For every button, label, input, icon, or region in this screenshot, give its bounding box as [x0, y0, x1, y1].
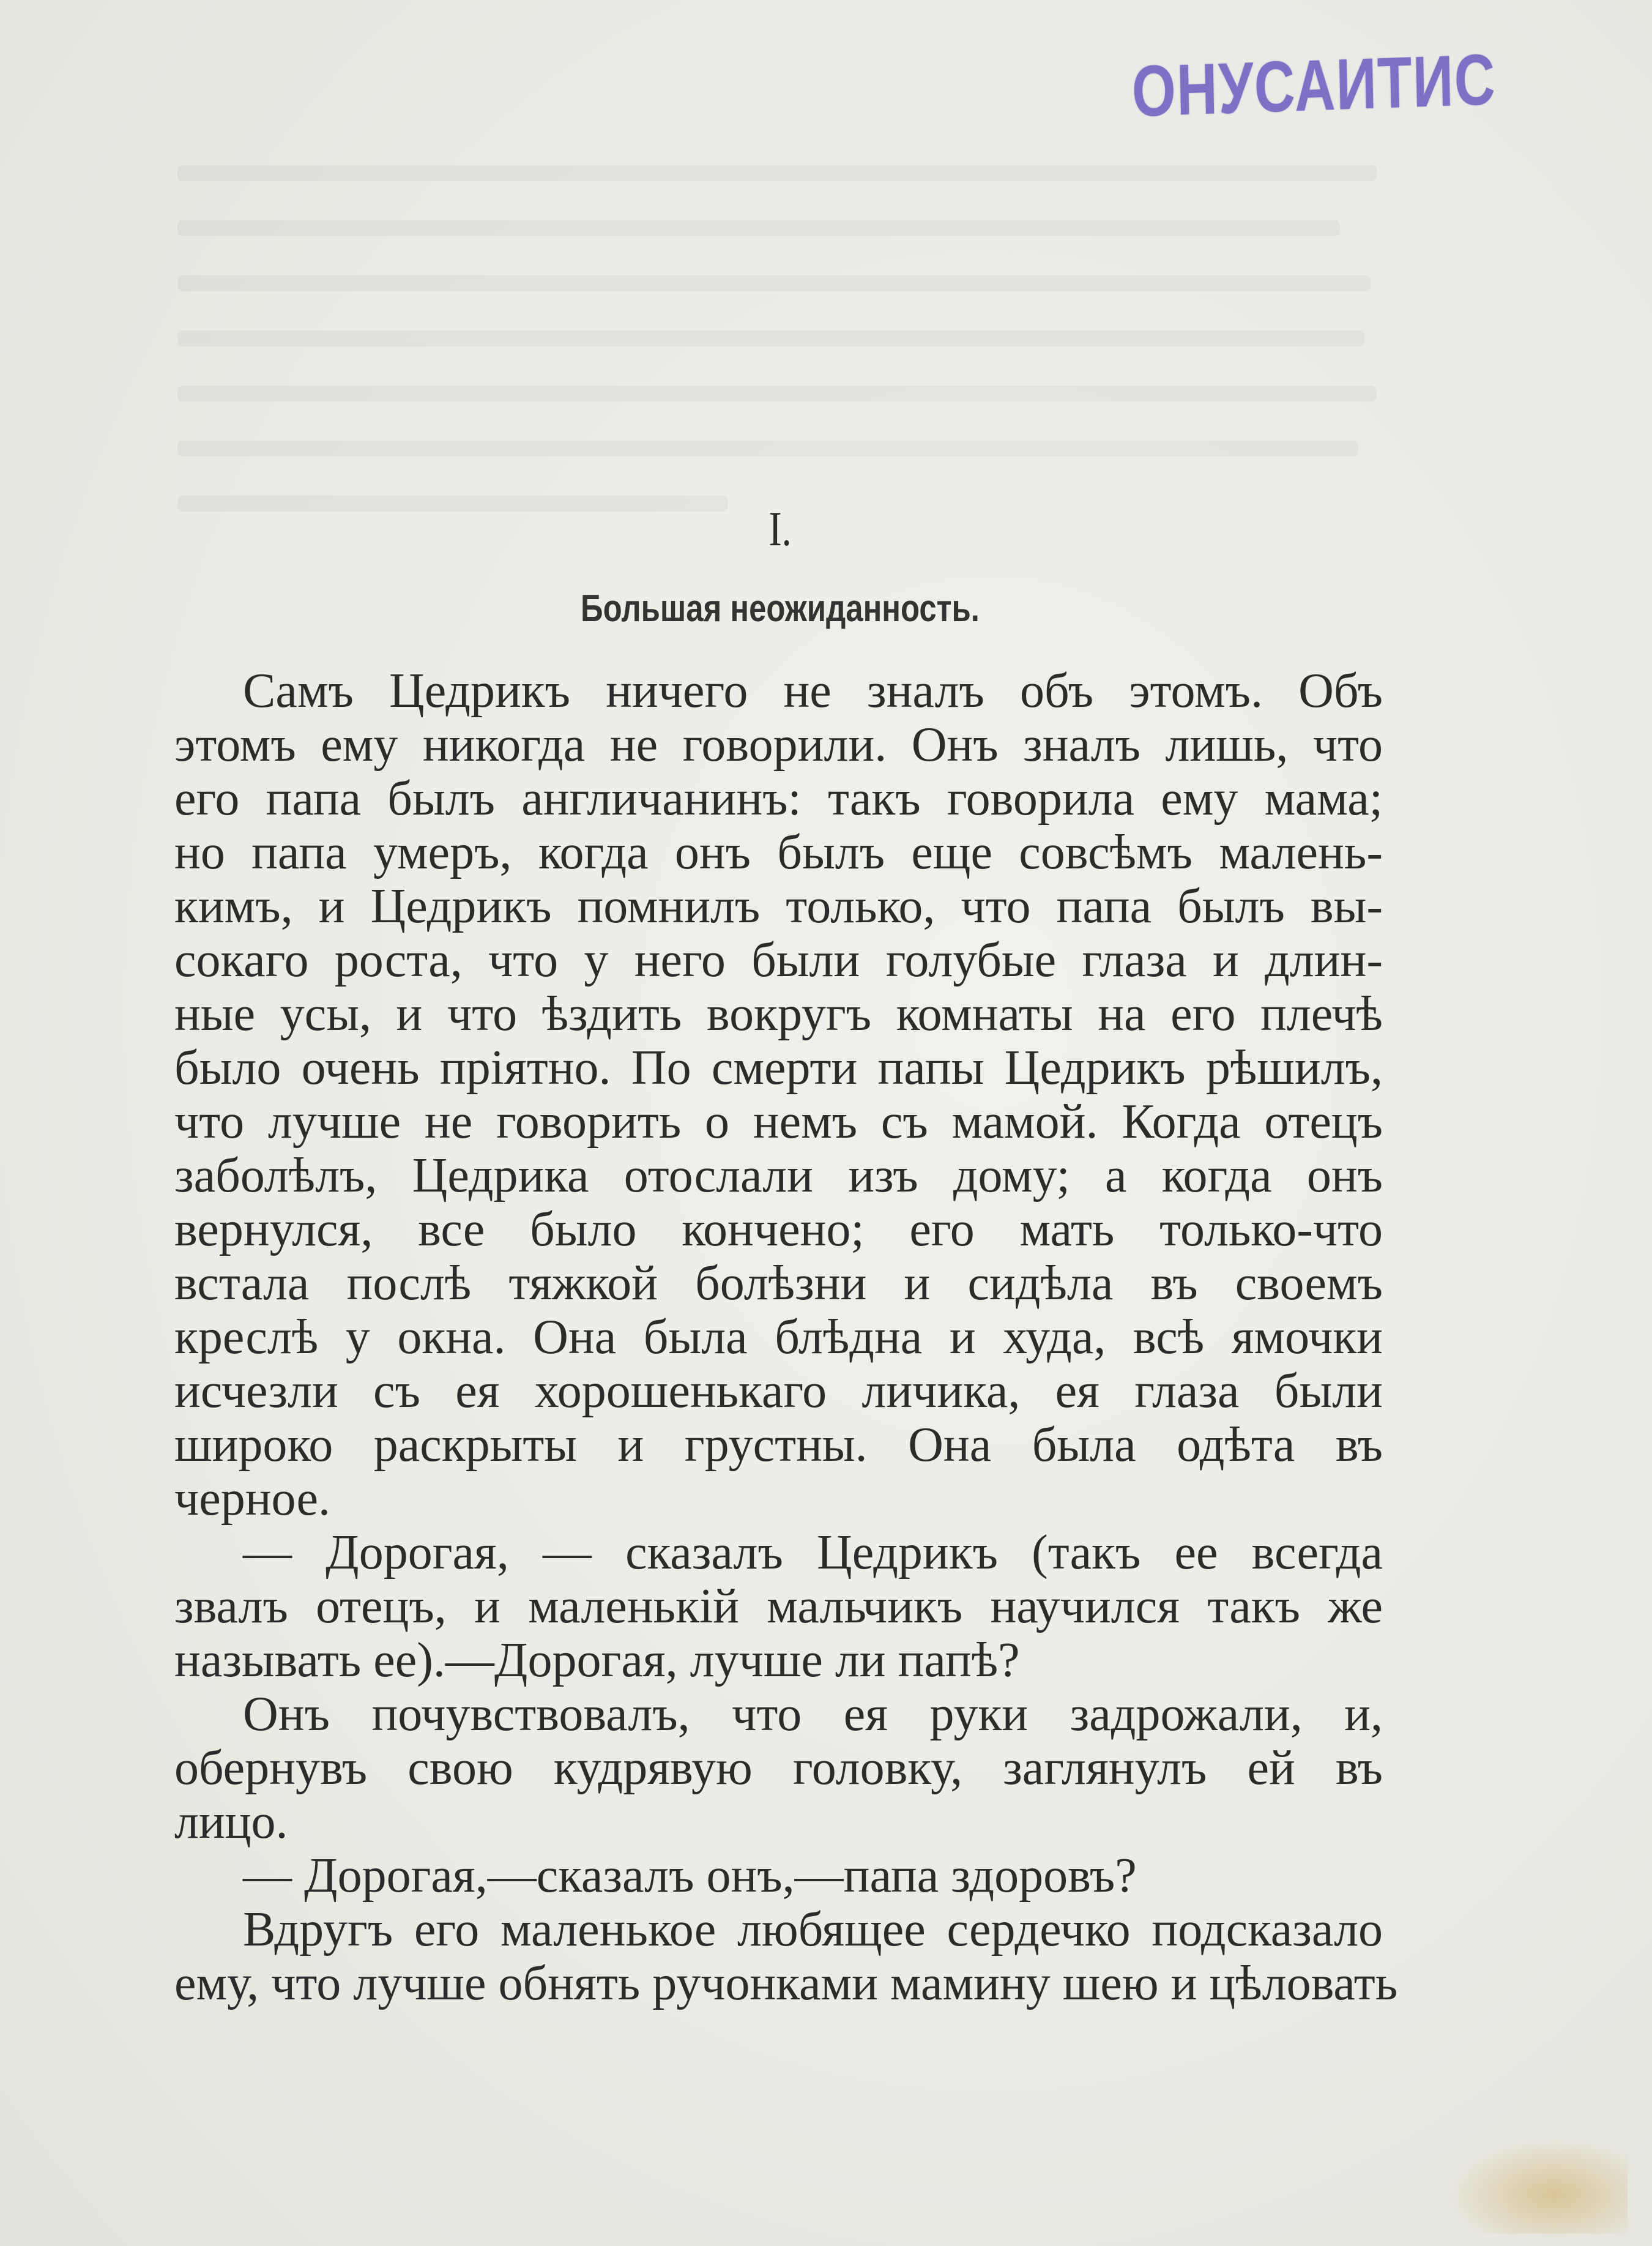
text-line: заболѣлъ, Цедрика отослали изъ дому; а когда онъ	[174, 1149, 1383, 1203]
chapter-title: Большая неожиданность.	[581, 588, 980, 630]
text-line: этомъ ему никогда не говорили. Онъ зналъ лишь, что	[174, 718, 1383, 772]
text-line: Самъ Цедрикъ ничего не зналъ объ этомъ. Объ	[243, 664, 1383, 718]
text-line: широко раскрыты и грустны. Она была одѣта въ	[174, 1418, 1383, 1472]
text-line: черное.	[174, 1472, 331, 1526]
text-line: — Дорогая, — сказалъ Цедрикъ (такъ ее всегда	[243, 1526, 1383, 1580]
text-line: креслѣ у окна. Она была блѣдна и худа, всѣ ямочки	[174, 1310, 1383, 1364]
text-line: ные усы, и что ѣздить вокругъ комнаты на его плечѣ	[174, 987, 1383, 1041]
text-line: звалъ отецъ, и маленькій мальчикъ научился такъ же	[174, 1580, 1383, 1633]
text-line: Вдругъ его маленькое любящее сердечко подсказало	[243, 1903, 1383, 1957]
chapter-number: I.	[768, 502, 792, 556]
text-line: но папа умеръ, когда онъ былъ еще совсѣмъ малень-	[174, 826, 1383, 879]
text-line: что лучше не говорить о немъ съ мамой. Когда отецъ	[174, 1095, 1383, 1149]
text-line: было очень пріятно. По смерти папы Цедрикъ рѣшилъ,	[174, 1041, 1383, 1095]
paper-stain	[1444, 2136, 1628, 2234]
text-line: кимъ, и Цедрикъ помнилъ только, что папа былъ вы-	[174, 879, 1383, 933]
text-line: вернулся, все было кончено; его мать только-что	[174, 1203, 1383, 1256]
text-line: его папа былъ англичанинъ: такъ говорила ему мама;	[174, 772, 1383, 826]
text-line: встала послѣ тяжкой болѣзни и сидѣла въ своемъ	[174, 1256, 1383, 1310]
text-line: лицо.	[174, 1795, 288, 1849]
text-line: — Дорогая,—сказалъ онъ,—папа здоровъ?	[243, 1849, 1137, 1903]
text-line: сокаго роста, что у него были голубые глаза и длин-	[174, 933, 1383, 987]
text-line: исчезли съ ея хорошенькаго личика, ея глаза были	[174, 1364, 1383, 1418]
text-line: Онъ почувствовалъ, что ея руки задрожали, и,	[243, 1687, 1383, 1741]
text-line: обернувъ свою кудрявую головку, заглянулъ ей въ	[174, 1741, 1383, 1795]
text-line: называть ее).—Дорогая, лучше ли папѣ?	[174, 1633, 1020, 1687]
text-line: ему, что лучше обнять ручонками мамину шею и цѣловать	[174, 1957, 1398, 2010]
library-stamp: ОНУСАИТИС	[1131, 39, 1497, 132]
body-text	[174, 664, 1398, 2010]
